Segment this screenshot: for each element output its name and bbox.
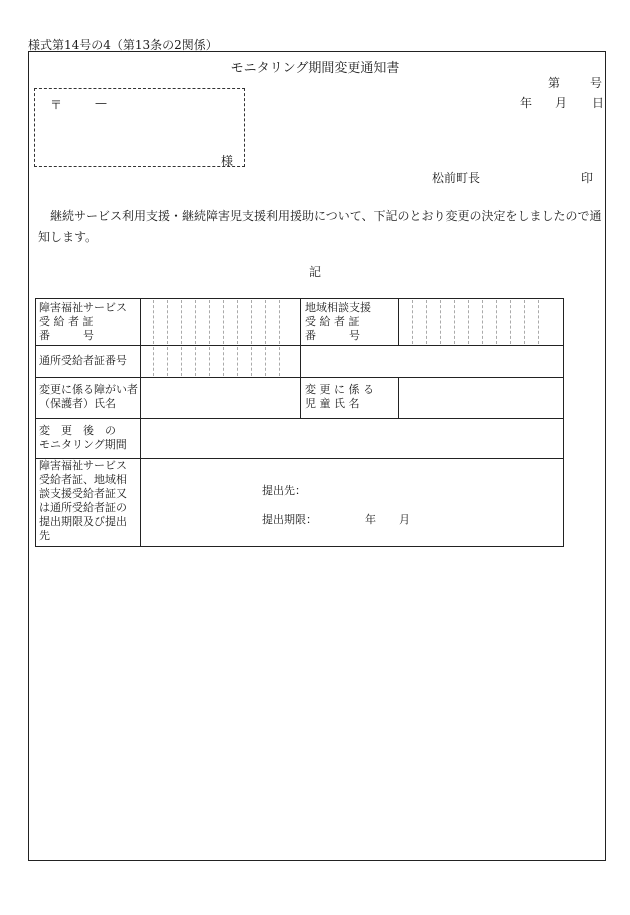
label-child-name: 変 更 に 係 る 児 童 氏 名 bbox=[305, 383, 374, 410]
table-line bbox=[35, 546, 564, 547]
document-title: モニタリング期間変更通知書 bbox=[230, 61, 400, 76]
seal-mark: 印 bbox=[581, 171, 594, 185]
recipient-honorific: 様 bbox=[221, 154, 234, 168]
label-disabled-person-name: 変更に係る障がい者 （保護者）氏名 bbox=[39, 383, 138, 410]
postal-mark: 〒 bbox=[50, 98, 63, 112]
date-year-label: 年 bbox=[520, 96, 533, 110]
form-number: 様式第14号の4（第13条の2関係） bbox=[28, 38, 218, 52]
label-welfare-service-cert-number: 障害福祉サービス 受 給 者 証 番 号 bbox=[39, 301, 127, 342]
date-day-label: 日 bbox=[592, 96, 605, 110]
table-line bbox=[398, 298, 399, 345]
notice-number-prefix: 第 bbox=[548, 76, 561, 90]
ki-heading: 記 bbox=[308, 265, 321, 279]
issuer-name: 松前町長 bbox=[432, 171, 481, 185]
document-frame bbox=[28, 51, 606, 861]
label-submission-deadline-and-destination: 障害福祉サービス 受給者証、地域相 談支援受給者証又 は通所受給者証の 提出期限及び提出 先 bbox=[39, 459, 127, 542]
table-line bbox=[398, 377, 399, 418]
address-box bbox=[34, 88, 245, 167]
label-regional-consult-cert-number: 地域相談支援 受 給 者 証 番 号 bbox=[305, 301, 371, 342]
submission-deadline-month: 月 bbox=[399, 513, 410, 526]
submission-destination-label: 提出先： bbox=[262, 484, 306, 497]
table-line bbox=[35, 298, 36, 546]
date-month-label: 月 bbox=[555, 96, 568, 110]
table-line bbox=[563, 298, 564, 546]
label-new-monitoring-period: 変 更 後 の モニタリング期間 bbox=[39, 424, 127, 451]
submission-deadline-label: 提出期限： bbox=[262, 513, 317, 526]
notice-body-text: 継続サービス利用支援・継続障害児支援利用援助について、下記のとおり変更の決定をしましたので通知します。 bbox=[38, 209, 602, 244]
table-line bbox=[300, 298, 301, 418]
label-outpatient-cert-number: 通所受給者証番号 bbox=[39, 354, 127, 367]
table-line bbox=[35, 418, 564, 419]
submission-deadline-year: 年 bbox=[365, 513, 376, 526]
table-line bbox=[140, 298, 141, 546]
postal-code-dash: — bbox=[95, 96, 107, 110]
notice-number-suffix: 号 bbox=[590, 76, 603, 90]
